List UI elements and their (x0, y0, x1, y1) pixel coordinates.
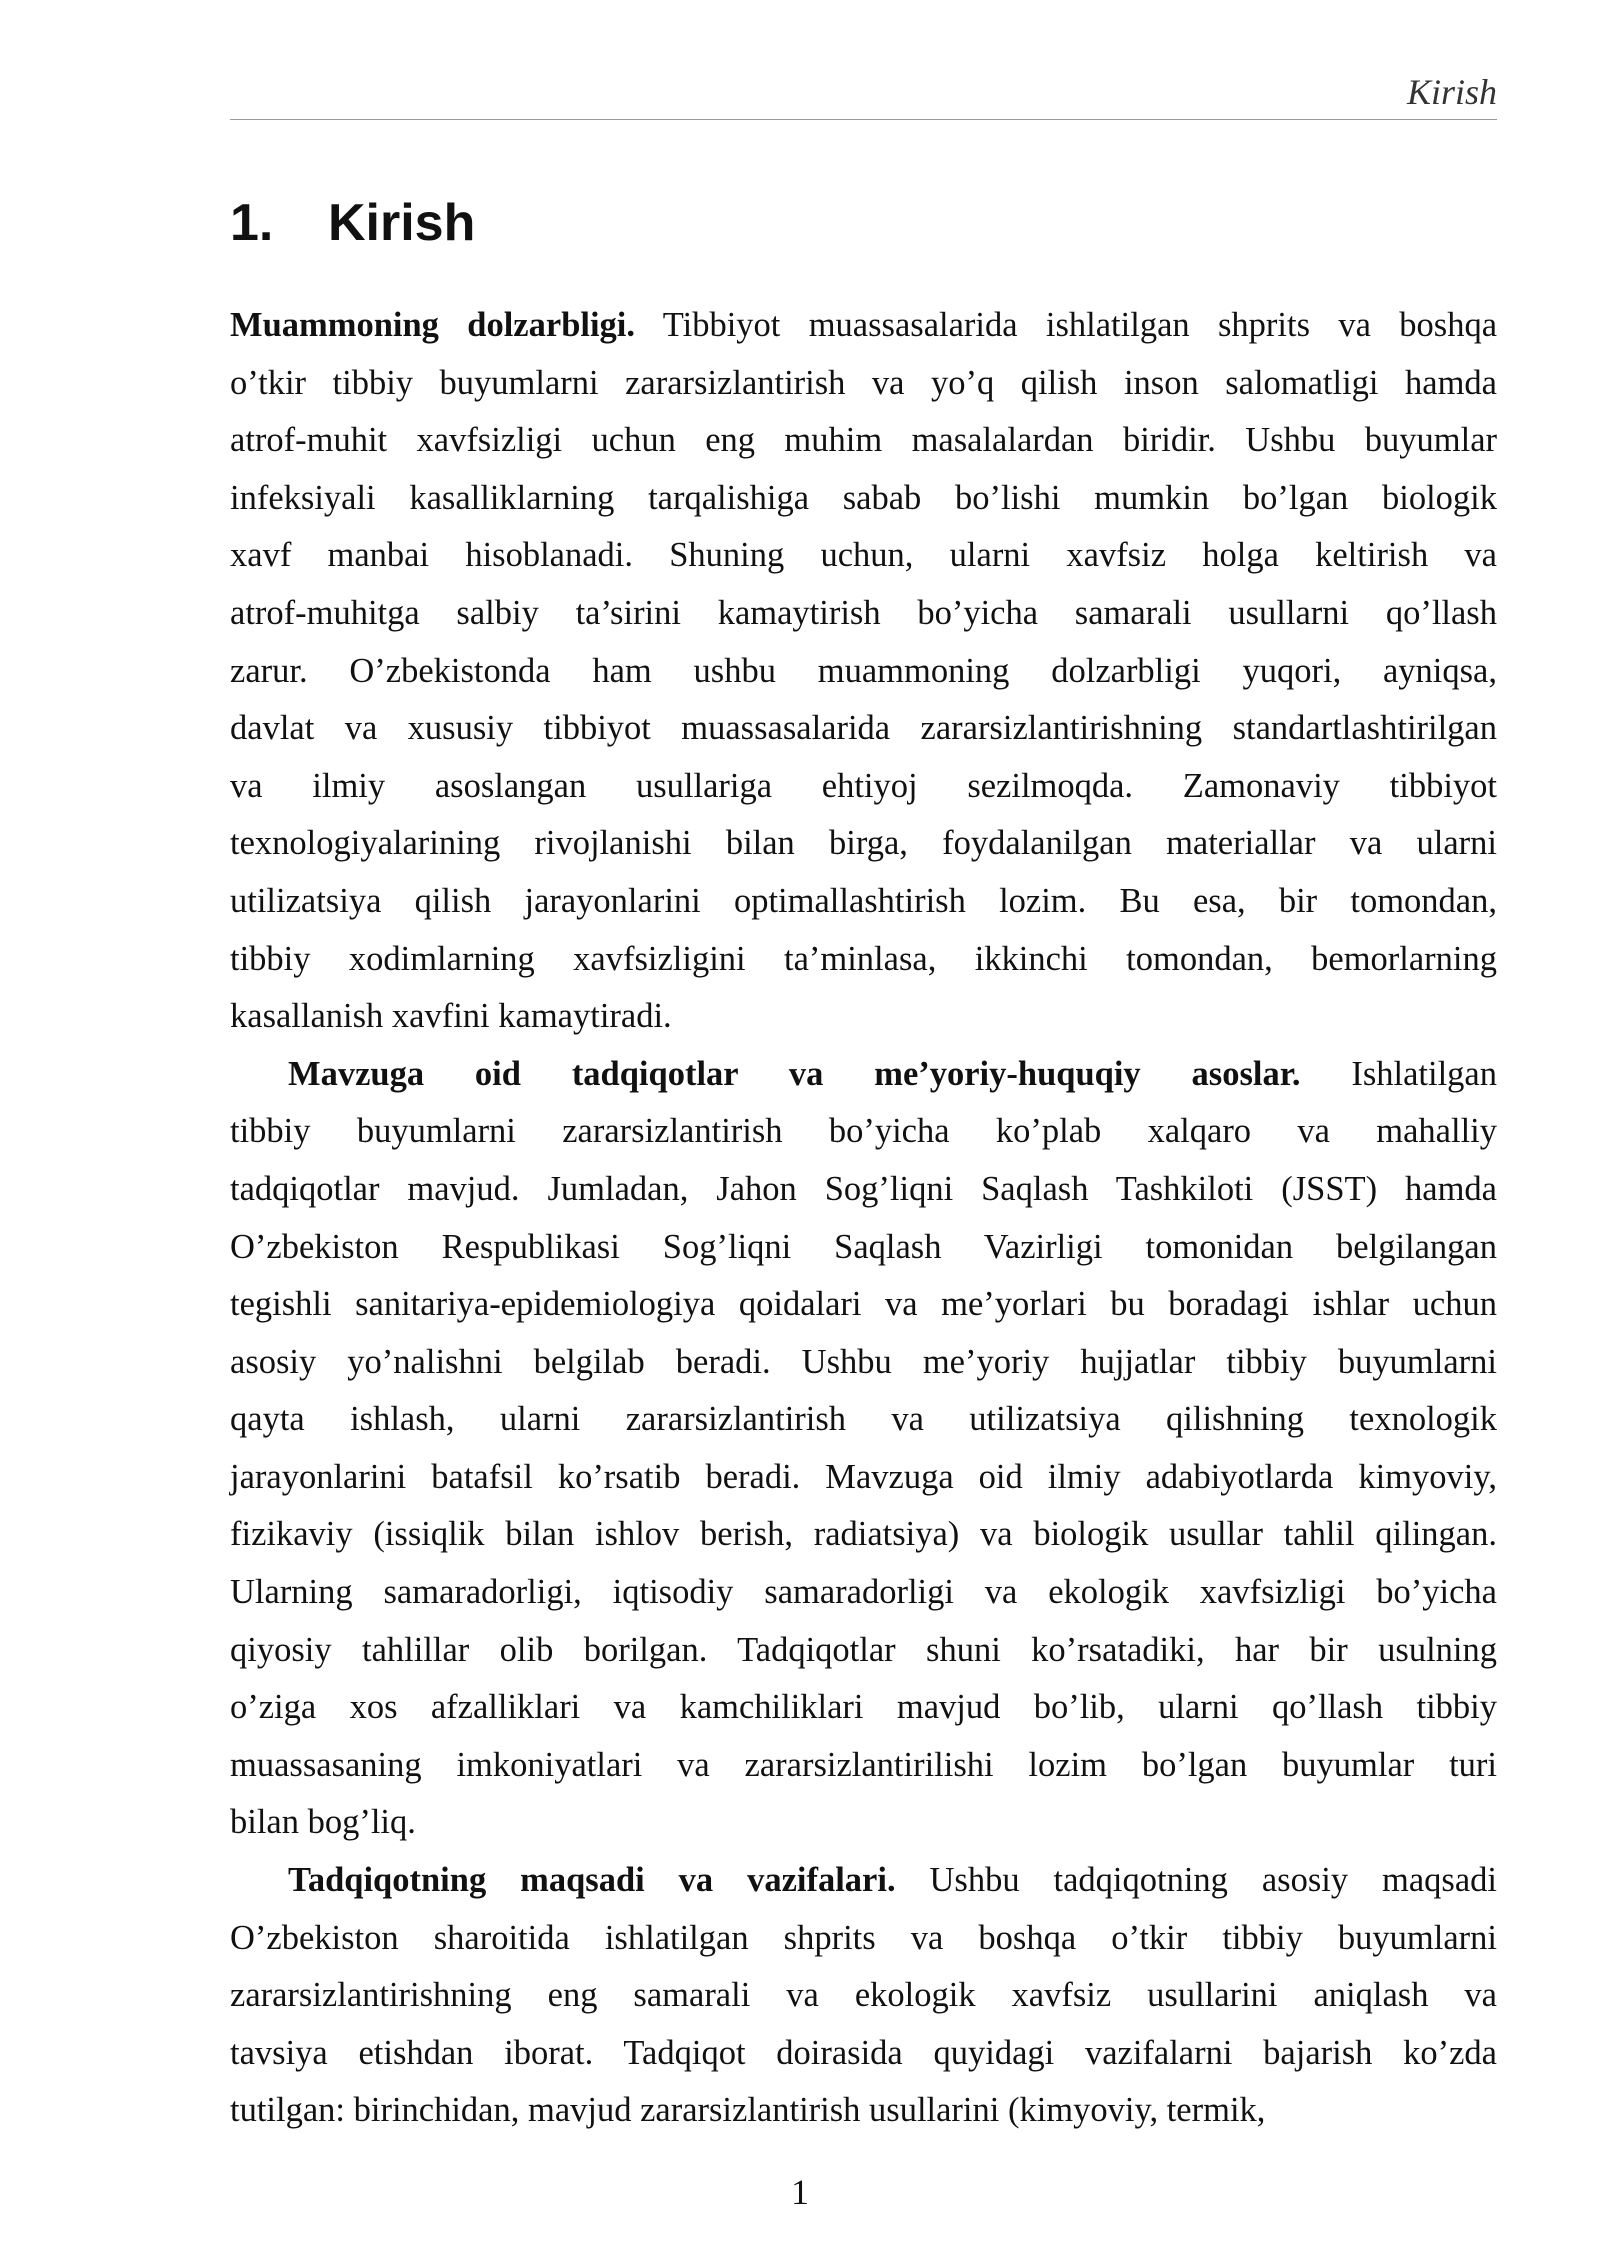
paragraph-line (230, 1449, 1497, 1507)
line-text: zararsizlantirishning eng samarali va ekologik xavfsiz usullarini aniqlash va (230, 1976, 1497, 2015)
running-header (230, 70, 1497, 120)
paragraph-line (230, 700, 1497, 758)
paragraph-goals (230, 1852, 1497, 2140)
paragraph-line (230, 1391, 1497, 1449)
line-text: jarayonlarini batafsil ko’rsatib beradi. Mavzuga oid ilmiy adabiyotlarda kimyoviy, (230, 1457, 1497, 1496)
paragraph-research-basis (230, 1046, 1497, 1852)
run-in-heading: Mavzuga oid tadqiqotlar va me’yoriy-huquqiy asoslar. (288, 1054, 1301, 1093)
running-header-title: Kirish (1406, 72, 1497, 112)
paragraph-line (230, 643, 1497, 701)
paragraph-line (230, 1737, 1497, 1795)
line-text: Ularning samaradorligi, iqtisodiy samaradorligi va ekologik xavfsizligi bo’yicha (230, 1573, 1497, 1612)
line-text: Ushbu tadqiqotning asosiy maqsadi (895, 1861, 1498, 1900)
line-text: tibbiy xodimlarning xavfsizligini ta’minlasa, ikkinchi tomondan, bemorlarning (230, 939, 1497, 978)
line-text: o’tkir tibbiy buyumlarni zararsizlantirish va yo’q qilish inson salomatligi hamda (230, 363, 1497, 402)
paragraph-line (230, 527, 1497, 585)
line-text: qayta ishlash, ularni zararsizlantirish va utilizatsiya qilishning texnologik (230, 1400, 1497, 1439)
line-text: O’zbekiston Respublikasi Sog’liqni Saqlash Vazirligi tomonidan belgilangan (230, 1227, 1497, 1266)
line-text: atrof-muhit xavfsizligi uchun eng muhim masalalardan biridir. Ushbu buyumlar (230, 421, 1497, 460)
paragraph-line (230, 1334, 1497, 1392)
line-text: tegishli sanitariya-epidemiologiya qoidalari va me’yorlari bu boradagi ishlar uchun (230, 1285, 1497, 1324)
paragraph-line (230, 1161, 1497, 1219)
chapter-number: 1. (230, 194, 274, 252)
line-text: tibbiy buyumlarni zararsizlantirish bo’yicha ko’plab xalqaro va mahalliy (230, 1112, 1497, 1151)
line-text: bilan bog’liq. (230, 1803, 416, 1842)
line-text: texnologiyalarining rivojlanishi bilan birga, foydalanilgan materiallar va ularni (230, 824, 1497, 863)
paragraph-line (230, 931, 1497, 989)
paragraph-line (230, 873, 1497, 931)
paragraph-line (230, 758, 1497, 816)
paragraph-line (230, 1103, 1497, 1161)
paragraph-line (230, 470, 1497, 528)
paragraph-line (230, 1564, 1497, 1622)
paragraph-line (230, 1219, 1497, 1277)
paragraph-line (230, 585, 1497, 643)
paragraph-line (230, 815, 1497, 873)
page-number: 1 (791, 2172, 809, 2212)
paragraph-line (230, 1967, 1497, 2025)
paragraph-line (230, 1276, 1497, 1334)
line-text: zarur. O’zbekistonda ham ushbu muammoning dolzarbligi yuqori, ayniqsa, (230, 651, 1497, 690)
chapter-heading (230, 188, 475, 258)
line-text: tadqiqotlar mavjud. Jumladan, Jahon Sog’liqni Saqlash Tashkiloti (JSST) hamda (230, 1169, 1497, 1208)
line-text: qiyosiy tahlillar olib borilgan. Tadqiqotlar shuni ko’rsatadiki, har bir usulning (230, 1630, 1497, 1669)
body-text (230, 297, 1497, 2140)
line-text: va ilmiy asoslangan usullariga ehtiyoj sezilmoqda. Zamonaviy tibbiyot (230, 766, 1497, 805)
line-text: Tibbiyot muassasalarida ishlatilgan shprits va boshqa (635, 306, 1498, 344)
paragraph-line (230, 1046, 1497, 1104)
paragraph-line (230, 2025, 1497, 2083)
line-text: infeksiyali kasalliklarning tarqalishiga sabab bo’lishi mumkin bo’lgan biologik (230, 478, 1497, 517)
line-text: tavsiya etishdan iborat. Tadqiqot doirasida quyidagi vazifalarni bajarish ko’zda (230, 2033, 1497, 2072)
line-text: tutilgan: birinchidan, mavjud zararsizlantirish usullarini (kimyoviy, termik, (230, 2091, 1266, 2130)
line-text: fizikaviy (issiqlik bilan ishlov berish, radiatsiya) va biologik usullar tahlil qilingan. (230, 1515, 1497, 1554)
line-text: muassasaning imkoniyatlari va zararsizlantirilishi lozim bo’lgan buyumlar turi (230, 1745, 1497, 1784)
paragraph-line (230, 1622, 1497, 1680)
paragraph-line (230, 1679, 1497, 1737)
paragraph-line (230, 1852, 1497, 1910)
paragraph-line (230, 988, 1497, 1046)
line-text: atrof-muhitga salbiy ta’sirini kamaytirish bo’yicha samarali usullarni qo’llash (230, 593, 1497, 632)
line-text: davlat va xususiy tibbiyot muassasalarida zararsizlantirishning standartlashtirilgan (230, 709, 1497, 748)
paragraph-line (230, 1910, 1497, 1968)
paragraph-relevance (230, 297, 1497, 1046)
chapter-title: Kirish (328, 194, 476, 252)
paragraph-line (230, 1794, 1497, 1852)
line-text: Ishlatilgan (1300, 1054, 1497, 1093)
line-text: O’zbekiston sharoitida ishlatilgan shprits va boshqa o’tkir tibbiy buyumlarni (230, 1918, 1497, 1957)
paragraph-line (230, 355, 1497, 413)
line-text: kasallanish xavfini kamaytiradi. (230, 997, 672, 1036)
line-text: utilizatsiya qilish jarayonlarini optimallashtirish lozim. Bu esa, bir tomondan, (230, 881, 1497, 920)
line-text: xavf manbai hisoblanadi. Shuning uchun, ularni xavfsiz holga keltirish va (230, 536, 1497, 575)
paragraph-line (230, 297, 1497, 355)
paragraph-line (230, 1506, 1497, 1564)
run-in-heading: Muammoning dolzarbligi. (230, 306, 636, 344)
paragraph-line (230, 2082, 1497, 2140)
run-in-heading: Tadqiqotning maqsadi va vazifalari. (288, 1861, 896, 1900)
line-text: o’ziga xos afzalliklari va kamchiliklari mavjud bo’lib, ularni qo’llash tibbiy (230, 1688, 1497, 1727)
line-text: asosiy yo’nalishni belgilab beradi. Ushbu me’yoriy hujjatlar tibbiy buyumlarni (230, 1342, 1497, 1381)
paragraph-line (230, 412, 1497, 470)
